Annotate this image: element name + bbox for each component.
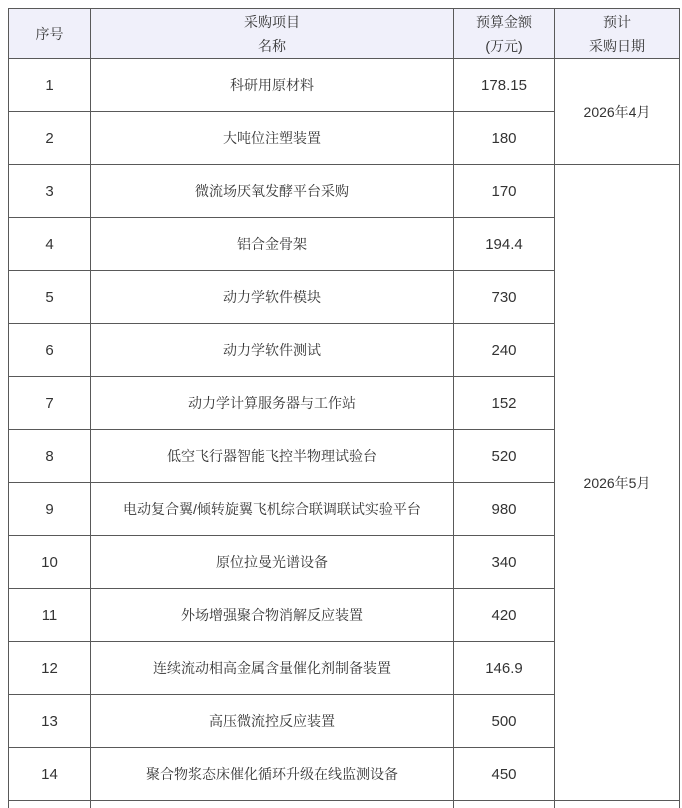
project-name-cell [91,801,454,808]
serial-cell: 12 [9,642,91,695]
project-name-cell: 动力学计算服务器与工作站 [91,377,454,430]
budget-cell: 240 [454,324,555,377]
serial-cell: 7 [9,377,91,430]
project-name-cell: 大吨位注塑装置 [91,112,454,165]
serial-cell: 4 [9,218,91,271]
serial-cell: 10 [9,536,91,589]
serial-cell: 9 [9,483,91,536]
header-project-line2: 名称 [258,37,286,54]
project-name-cell: 铝合金骨架 [91,218,454,271]
budget-cell: 178.15 [454,59,555,112]
serial-cell: 13 [9,695,91,748]
header-row [9,9,680,59]
budget-cell: 980 [454,483,555,536]
serial-cell: 11 [9,589,91,642]
serial-cell: 6 [9,324,91,377]
header-date-line1: 预计 [603,13,631,30]
budget-cell: 146.9 [454,642,555,695]
budget-cell: 340 [454,536,555,589]
project-name-cell: 连续流动相高金属含量催化剂制备装置 [91,642,454,695]
date-cell: 2026年4月 [555,59,680,165]
serial-cell: 2 [9,112,91,165]
table-row [9,59,680,112]
budget-cell: 170 [454,165,555,218]
header-project-line1: 采购项目 [244,13,300,30]
header-date-line2: 采购日期 [589,37,645,54]
header-serial [9,9,91,59]
project-name-cell: 电动复合翼/倾转旋翼飞机综合联调联试实验平台 [91,483,454,536]
header-serial-label: 序号 [35,25,64,42]
header-date [555,9,680,59]
budget-cell: 194.4 [454,218,555,271]
table-row [9,165,680,218]
budget-cell: 180 [454,112,555,165]
budget-cell: 152 [454,377,555,430]
header-project-name [91,9,454,59]
serial-cell: 5 [9,271,91,324]
table-row-partial [9,801,680,808]
serial-cell: 1 [9,59,91,112]
header-budget [454,9,555,59]
budget-cell: 730 [454,271,555,324]
budget-cell: 420 [454,589,555,642]
budget-cell: 520 [454,430,555,483]
header-budget-line2: (万元) [485,37,523,54]
project-name-cell: 外场增强聚合物消解反应装置 [91,589,454,642]
project-name-cell: 高压微流控反应装置 [91,695,454,748]
project-name-cell: 聚合物浆态床催化循环升级在线监测设备 [91,748,454,801]
serial-cell [9,801,91,808]
project-name-cell: 科研用原材料 [91,59,454,112]
budget-cell: 500 [454,695,555,748]
date-cell: 2026年5月 [555,165,680,801]
budget-cell [454,801,555,808]
project-name-cell: 原位拉曼光谱设备 [91,536,454,589]
serial-cell: 8 [9,430,91,483]
project-name-cell: 动力学软件测试 [91,324,454,377]
date-cell [555,801,680,808]
project-name-cell: 微流场厌氧发酵平台采购 [91,165,454,218]
serial-cell: 3 [9,165,91,218]
serial-cell: 14 [9,748,91,801]
procurement-table [8,8,680,808]
header-budget-line1: 预算金额 [476,13,532,30]
project-name-cell: 动力学软件模块 [91,271,454,324]
budget-cell: 450 [454,748,555,801]
project-name-cell: 低空飞行器智能飞控半物理试验台 [91,430,454,483]
